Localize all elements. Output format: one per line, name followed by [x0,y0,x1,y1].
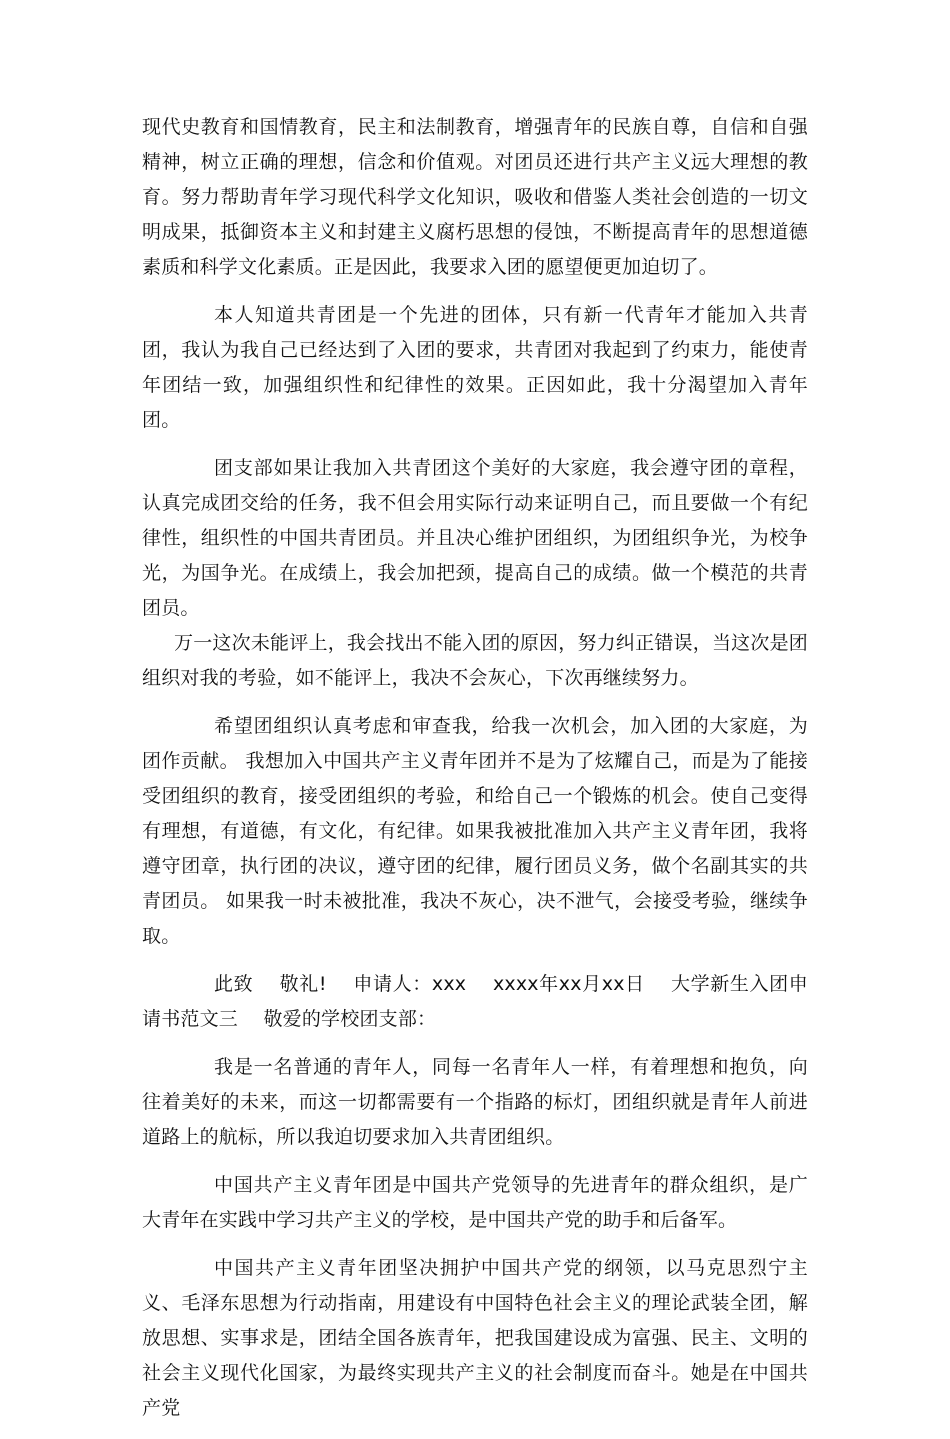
paragraph-9: 中国共产主义青年团坚决拥护中国共产党的纲领，以马克思烈宁主义、毛泽东思想为行动指南，用建设有中国特色社会主义的理论武装全团，解放思想、实事求是，团结全国各族青年，把我国建设成为富强、民主、文明的社会主义现代化国家，为最终实现共产主义的社会制度而奋斗。她是在中国共产党 [142,1257,808,1419]
paragraph-7: 我是一名普通的青年人，同每一名青年人一样，有着理想和抱负，向往着美好的未来，而这一切都需要有一个指路的标灯，团组织就是青年人前进道路上的航标，所以我迫切要求加入共青团组织。 [142,1056,808,1148]
paragraph-8: 中国共产主义青年团是中国共产党领导的先进青年的群众组织，是广大青年在实践中学习共产主义的学校，是中国共产党的助手和后备军。 [142,1174,808,1231]
paragraph-5: 希望团组织认真考虑和审查我，给我一次机会，加入团的大家庭，为团作贡献。 我想加入中国共产主义青年团并不是为了炫耀自己，而是为了能接受团组织的教育，接受团组织的考验，和给自己一个锻炼的机会。使自己变得有理想，有道德，有文化，有纪律。如果我被批准加入共产主义青年团，我将遵守团章，执行团的决议，遵守团的纪律，履行团员义务，做个名副其实的共青团员。 如果我一时未被批准，我决不灰心，决不泄气，会接受考验，继续争取。 [142,715,808,947]
paragraph-2: 本人知道共青团是一个先进的团体，只有新一代青年才能加入共青团，我认为我自己已经达到了入团的要求，共青团对我起到了约束力，能使青年团结一致，加强组织性和纪律性的效果。正因如此，我十分渴望加入青年团。 [142,304,808,431]
document-body [142,110,808,1439]
paragraph-6-closing: 此致 敬礼! 申请人：xxx xxxx年xx月xx日 大学新生入团申请书范文三 敬爱的学校团支部： [142,973,808,1030]
paragraph-1: 现代史教育和国情教育，民主和法制教育，增强青年的民族自尊，自信和自强精神，树立正确的理想，信念和价值观。对团员还进行共产主义远大理想的教育。努力帮助青年学习现代科学文化知识，吸收和借鉴人类社会创造的一切文明成果，抵御资本主义和封建主义腐朽思想的侵蚀，不断提高青年的思想道德素质和科学文化素质。正是因此，我要求入团的愿望便更加迫切了。 [142,116,808,278]
paragraph-4: 万一这次未能评上，我会找出不能入团的原因，努力纠正错误，当这次是团组织对我的考验，如不能评上，我决不会灰心，下次再继续努力。 [142,632,808,689]
paragraph-3: 团支部如果让我加入共青团这个美好的大家庭，我会遵守团的章程，认真完成团交给的任务，我不但会用实际行动来证明自己，而且要做一个有纪律性，组织性的中国共青团员。并且决心维护团组织，为团组织争光，为校争光，为国争光。在成绩上，我会加把颈，提高自己的成绩。做一个模范的共青团员。 [142,457,808,619]
